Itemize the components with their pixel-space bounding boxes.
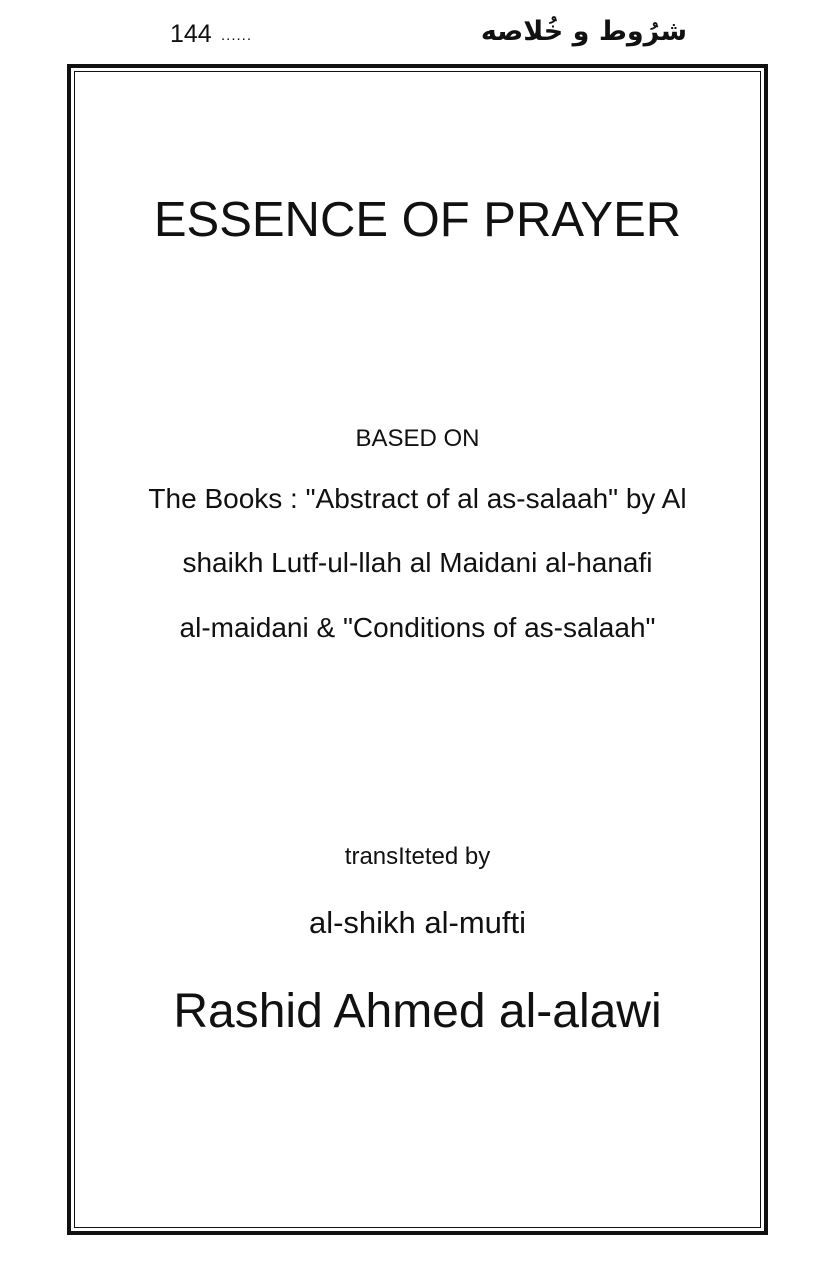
translator-title: al-shikh al-mufti [308,905,527,940]
page-header [0,0,825,60]
description-line: The Books : "Abstract of al as-salaah" by Al [148,483,687,514]
description-line: shaikh Lutf-ul-llah al Maidani al-hanafi [182,547,653,578]
translator-name: Rashid Ahmed al-alawi [173,985,662,1038]
running-title: شرُوط و خُلاصه [480,16,687,47]
leader-dots: ...... [221,27,253,44]
book-title: ESSENCE OF PRAYER [153,193,682,247]
based-on-label: BASED ON [355,425,480,452]
description-line: al-maidani & "Conditions of as-salaah" [179,612,656,643]
page-number: 144 [170,20,212,48]
translated-by-label: transIteted by [344,843,491,870]
